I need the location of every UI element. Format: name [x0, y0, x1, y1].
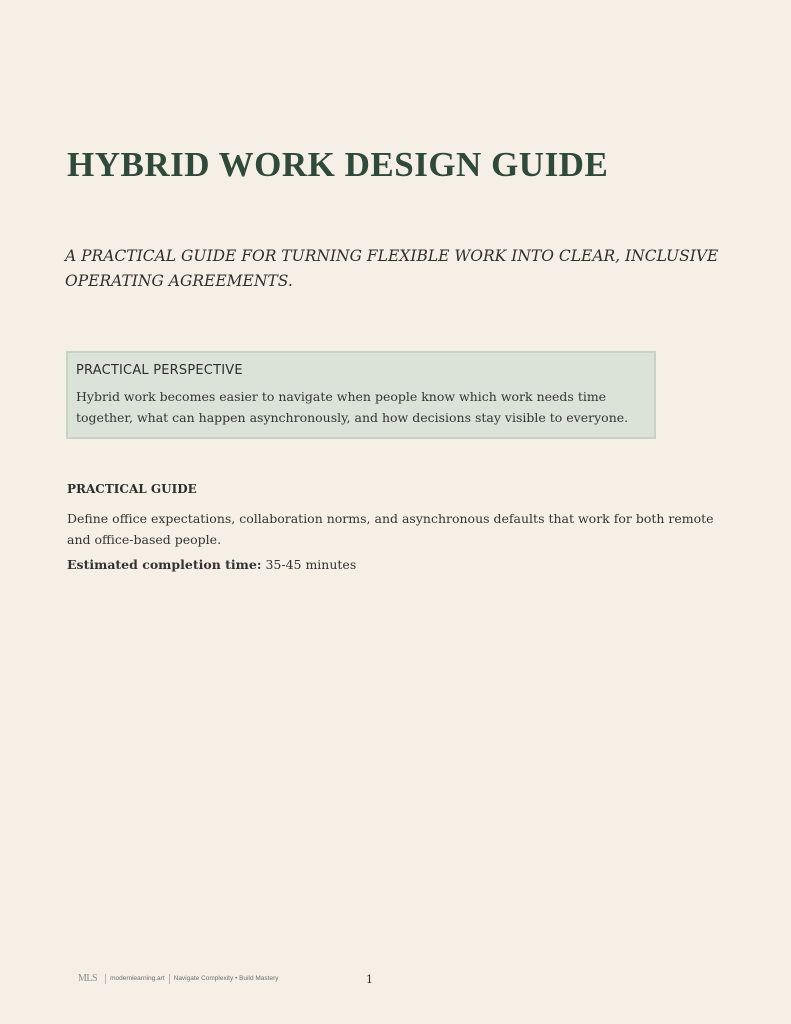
- section-body: Define office expectations, collaboration norms, and asynchronous defaults that work for both remote and office-based people.: [67, 511, 714, 547]
- estimated-time: [67, 555, 727, 575]
- estimated-time-value: 35-45 minutes: [261, 557, 357, 572]
- estimated-time-label: Estimated completion time:: [67, 557, 262, 572]
- callout-heading: PRACTICAL PERSPECTIVE: [76, 363, 243, 378]
- footer: [78, 973, 279, 984]
- footer-site: modernlearning.art: [110, 975, 165, 982]
- section-heading: PRACTICAL GUIDE: [67, 482, 197, 496]
- callout-body: Hybrid work becomes easier to navigate when people know which work needs time together, what can happen asynchronously, and how decisions stay visible to everyone.: [76, 389, 629, 425]
- practical-perspective-callout: [66, 351, 656, 439]
- footer-divider: [169, 974, 170, 984]
- footer-tagline: Navigate Complexity • Build Mastery: [173, 975, 279, 982]
- document-subtitle: A PRACTICAL GUIDE FOR TURNING FLEXIBLE WORK INTO CLEAR, INCLUSIVE OPERATING AGREEMENTS.: [65, 247, 719, 290]
- document-title: HYBRID WORK DESIGN GUIDE: [67, 145, 609, 184]
- page-number: 1: [366, 973, 373, 986]
- brand-logo: MLS: [78, 973, 98, 984]
- footer-divider: [105, 974, 106, 984]
- practical-guide-section: [67, 479, 727, 575]
